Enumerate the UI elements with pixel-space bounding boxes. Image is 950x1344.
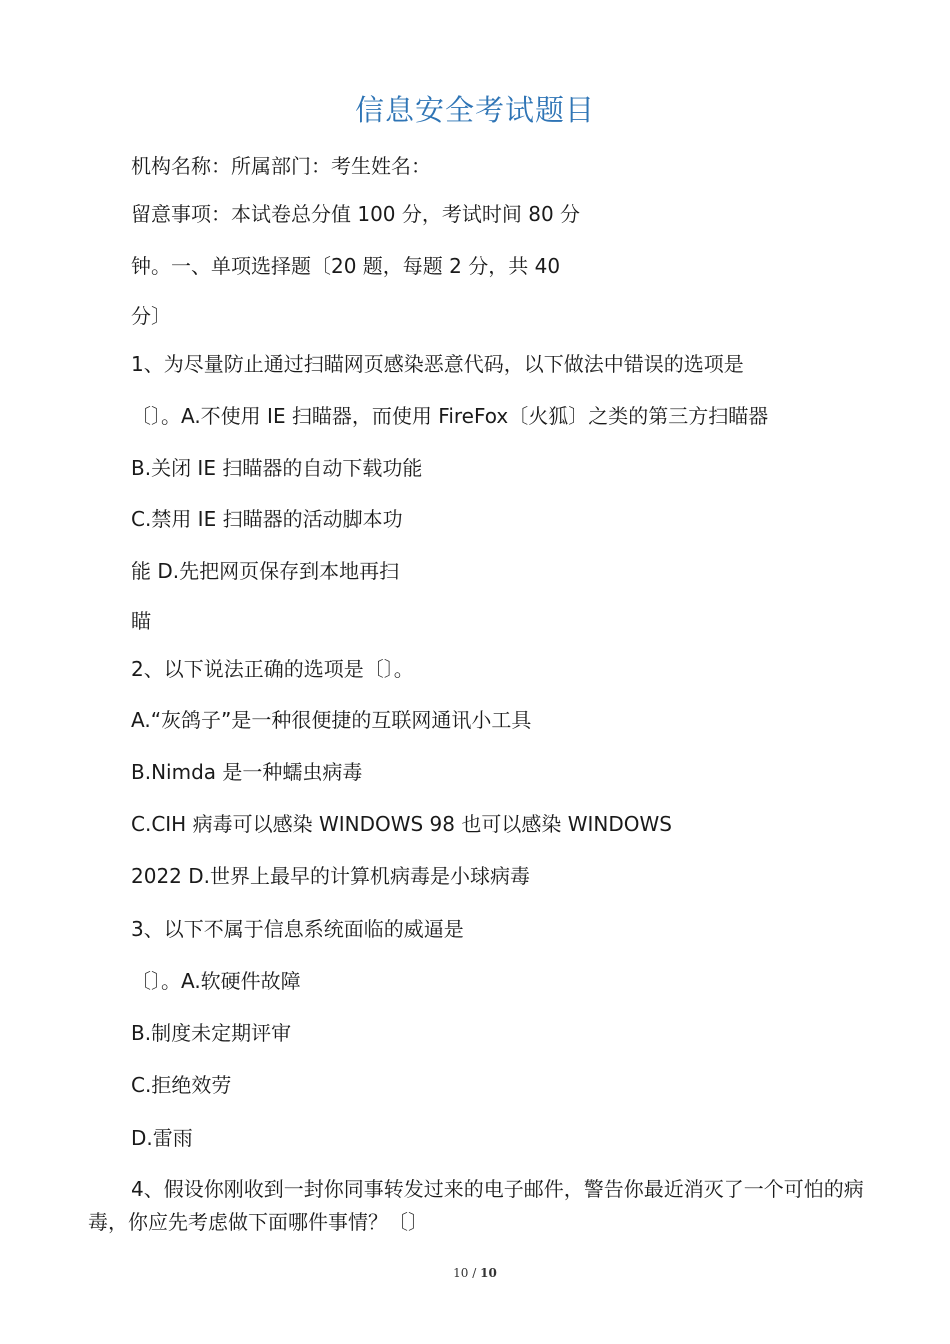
- page-total: 10: [480, 1266, 497, 1280]
- section-heading-line: 钟。一、单项选择题〔20 题，每题 2 分，共 40: [131, 254, 561, 278]
- page-number: [0, 1266, 950, 1280]
- question-4-stem: 4、假设你刚收到一封你同事转发过来的电子邮件，警告你最近消灭了一个可怕的病毒，你应先考虑做下面哪件事情？〔〕: [88, 1177, 864, 1234]
- question-1-option-a: 〔〕。A.不使用 IE 扫瞄器，而使用 FireFox〔火狐〕之类的第三方扫瞄器: [131, 404, 769, 428]
- question-1-stem: 1、为尽量防止通过扫瞄网页感染恶意代码，以下做法中错误的选项是: [131, 352, 744, 376]
- question-3-option-b: B.制度未定期评审: [131, 1021, 292, 1045]
- notice-line: 留意事项：本试卷总分值 100 分，考试时间 80 分: [131, 202, 581, 226]
- question-1-option-d: 能 D.先把网页保存到本地再扫: [131, 559, 400, 583]
- question-1-option-b: B.关闭 IE 扫瞄器的自动下载功能: [131, 456, 423, 480]
- question-3-stem: 3、以下不属于信息系统面临的威逼是: [131, 917, 464, 941]
- question-2-option-a: A.“灰鸽子”是一种很便捷的互联网通讯小工具: [131, 708, 532, 732]
- question-1-option-c: C.禁用 IE 扫瞄器的活动脚本功: [131, 507, 403, 531]
- question-3-option-c: C.拒绝效劳: [131, 1073, 232, 1097]
- page-current: 10: [453, 1266, 469, 1280]
- question-3-option-d: D.雷雨: [131, 1126, 193, 1150]
- question-2-option-b: B.Nimda 是一种蠕虫病毒: [131, 760, 363, 784]
- page-separator: /: [468, 1266, 481, 1280]
- question-2-option-c: C.CIH 病毒可以感染 WINDOWS 98 也可以感染 WINDOWS: [131, 812, 672, 836]
- section-heading-line: 分〕: [131, 304, 171, 328]
- info-line: 机构名称：所属部门：考生姓名：: [131, 154, 431, 178]
- question-2-stem: 2、以下说法正确的选项是〔〕。: [131, 657, 414, 681]
- question-3-option-a: 〔〕。A.软硬件故障: [131, 969, 301, 993]
- question-2-option-d: 2022 D.世界上最早的计算机病毒是小球病毒: [131, 864, 531, 888]
- document-title: 信息安全考试题目: [354, 93, 595, 127]
- question-1-option-d-cont: 瞄: [131, 609, 151, 633]
